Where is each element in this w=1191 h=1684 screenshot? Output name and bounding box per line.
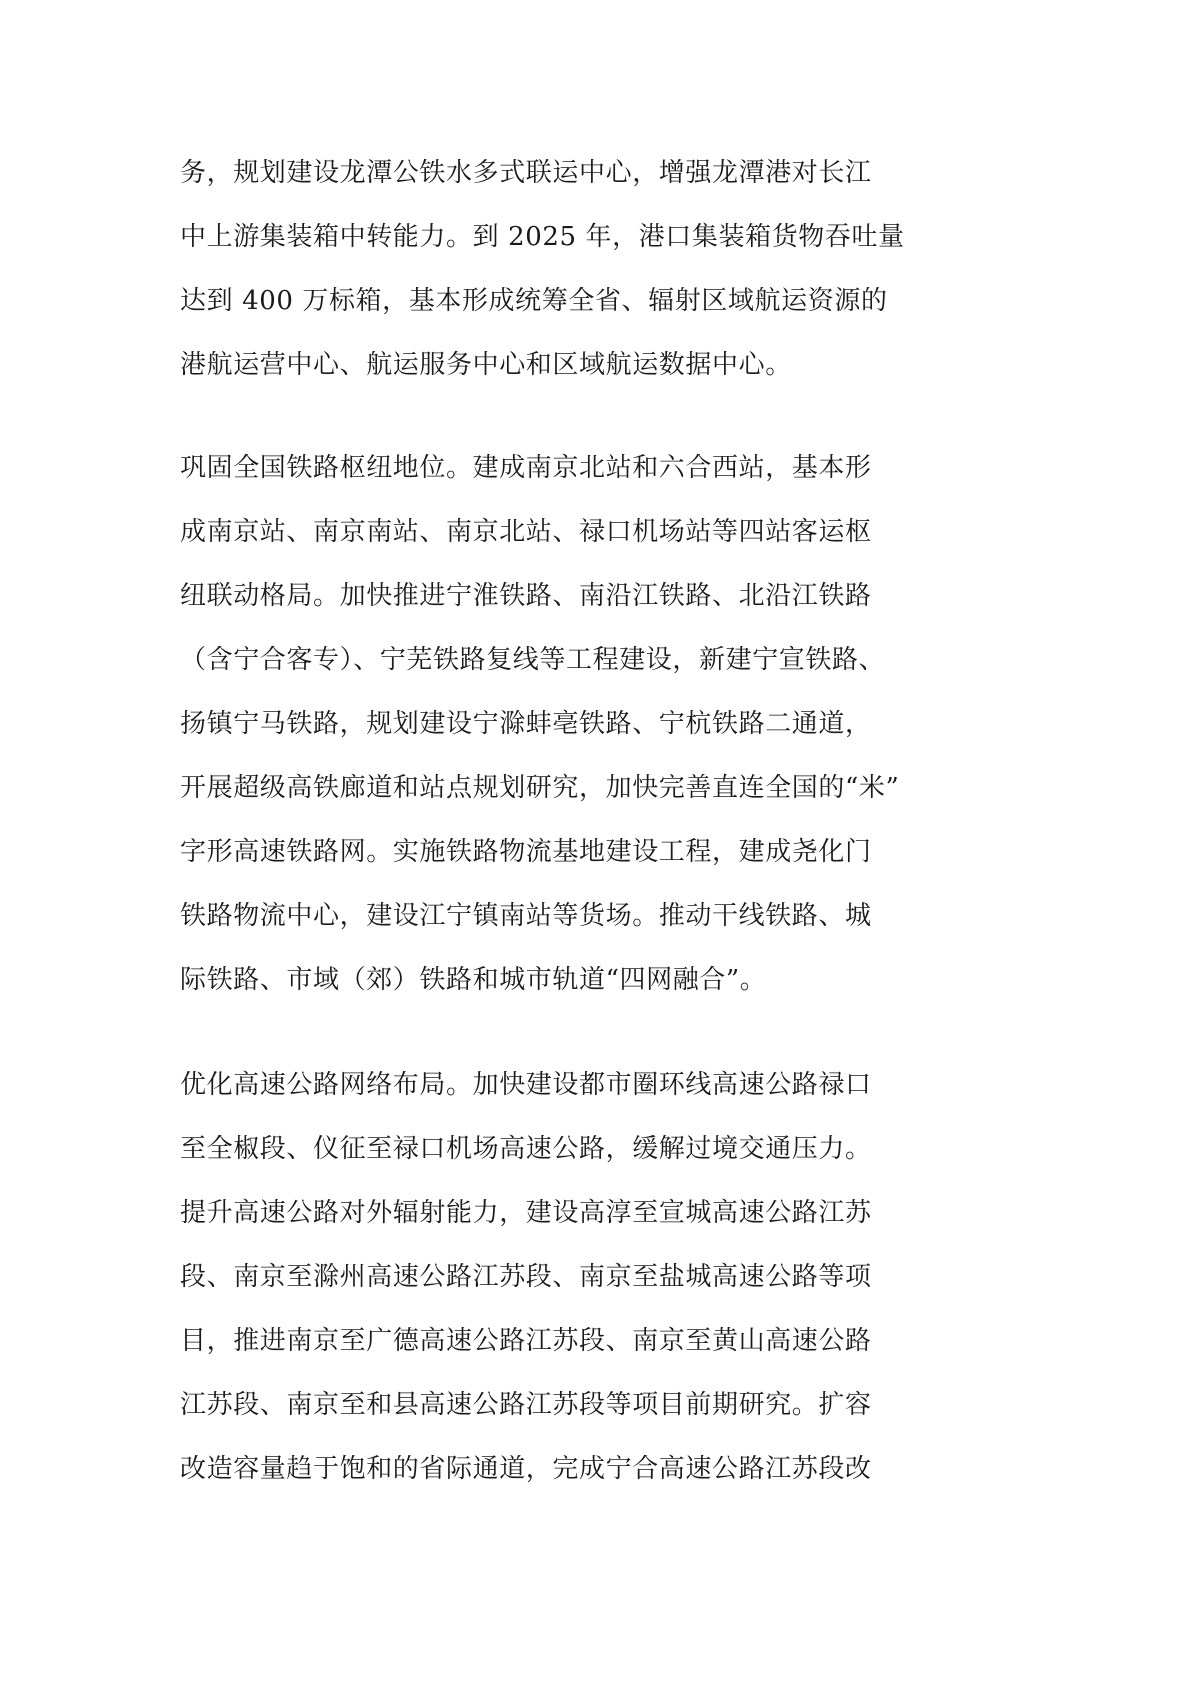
paragraph-line: 港航运营中心、航运服务中心和区域航运数据中心。 — [180, 350, 792, 380]
paragraph-line: 优化高速公路网络布局。加快建设都市圈环线高速公路禄口 — [180, 1070, 872, 1100]
paragraph-line: 纽联动格局。加快推进宁淮铁路、南沿江铁路、北沿江铁路 — [180, 581, 872, 611]
paragraph-line: 至全椒段、仪征至禄口机场高速公路，缓解过境交通压力。 — [180, 1134, 872, 1164]
paragraph-line: 际铁路、市域（郊）铁路和城市轨道“四网融合”。 — [180, 965, 767, 995]
paragraph-line: 务，规划建设龙潭公铁水多式联运中心，增强龙潭港对长江 — [180, 158, 872, 188]
paragraph-line: 扬镇宁马铁路，规划建设宁滁蚌亳铁路、宁杭铁路二通道， — [180, 709, 872, 739]
paragraph-line: （含宁合客专）、宁芜铁路复线等工程建设，新建宁宣铁路、 — [180, 645, 886, 675]
paragraph-line: 提升高速公路对外辐射能力，建设高淳至宣城高速公路江苏 — [180, 1198, 872, 1228]
paragraph-line: 达到 400 万标箱，基本形成统筹全省、辐射区域航运资源的 — [180, 286, 888, 316]
paragraph-expressway-network — [180, 1053, 940, 1501]
paragraph-line: 开展超级高铁廊道和站点规划研究，加快完善直连全国的“米” — [180, 773, 900, 803]
paragraph-line: 字形高速铁路网。实施铁路物流基地建设工程，建成尧化门 — [180, 837, 872, 867]
paragraph-line: 铁路物流中心，建设江宁镇南站等货场。推动干线铁路、城 — [180, 901, 872, 931]
paragraph-line: 成南京站、南京南站、南京北站、禄口机场站等四站客运枢 — [180, 517, 872, 547]
paragraph-port-hub — [180, 141, 940, 397]
paragraph-line: 目，推进南京至广德高速公路江苏段、南京至黄山高速公路 — [180, 1326, 872, 1356]
paragraph-line: 巩固全国铁路枢纽地位。建成南京北站和六合西站，基本形 — [180, 453, 872, 483]
paragraph-line: 江苏段、南京至和县高速公路江苏段等项目前期研究。扩容 — [180, 1390, 872, 1420]
paragraph-line: 改造容量趋于饱和的省际通道，完成宁合高速公路江苏段改 — [180, 1454, 872, 1484]
paragraph-railway-hub — [180, 436, 940, 1012]
paragraph-line: 中上游集装箱中转能力。到 2025 年，港口集装箱货物吞吐量 — [180, 222, 905, 252]
paragraph-line: 段、南京至滁州高速公路江苏段、南京至盐城高速公路等项 — [180, 1262, 872, 1292]
